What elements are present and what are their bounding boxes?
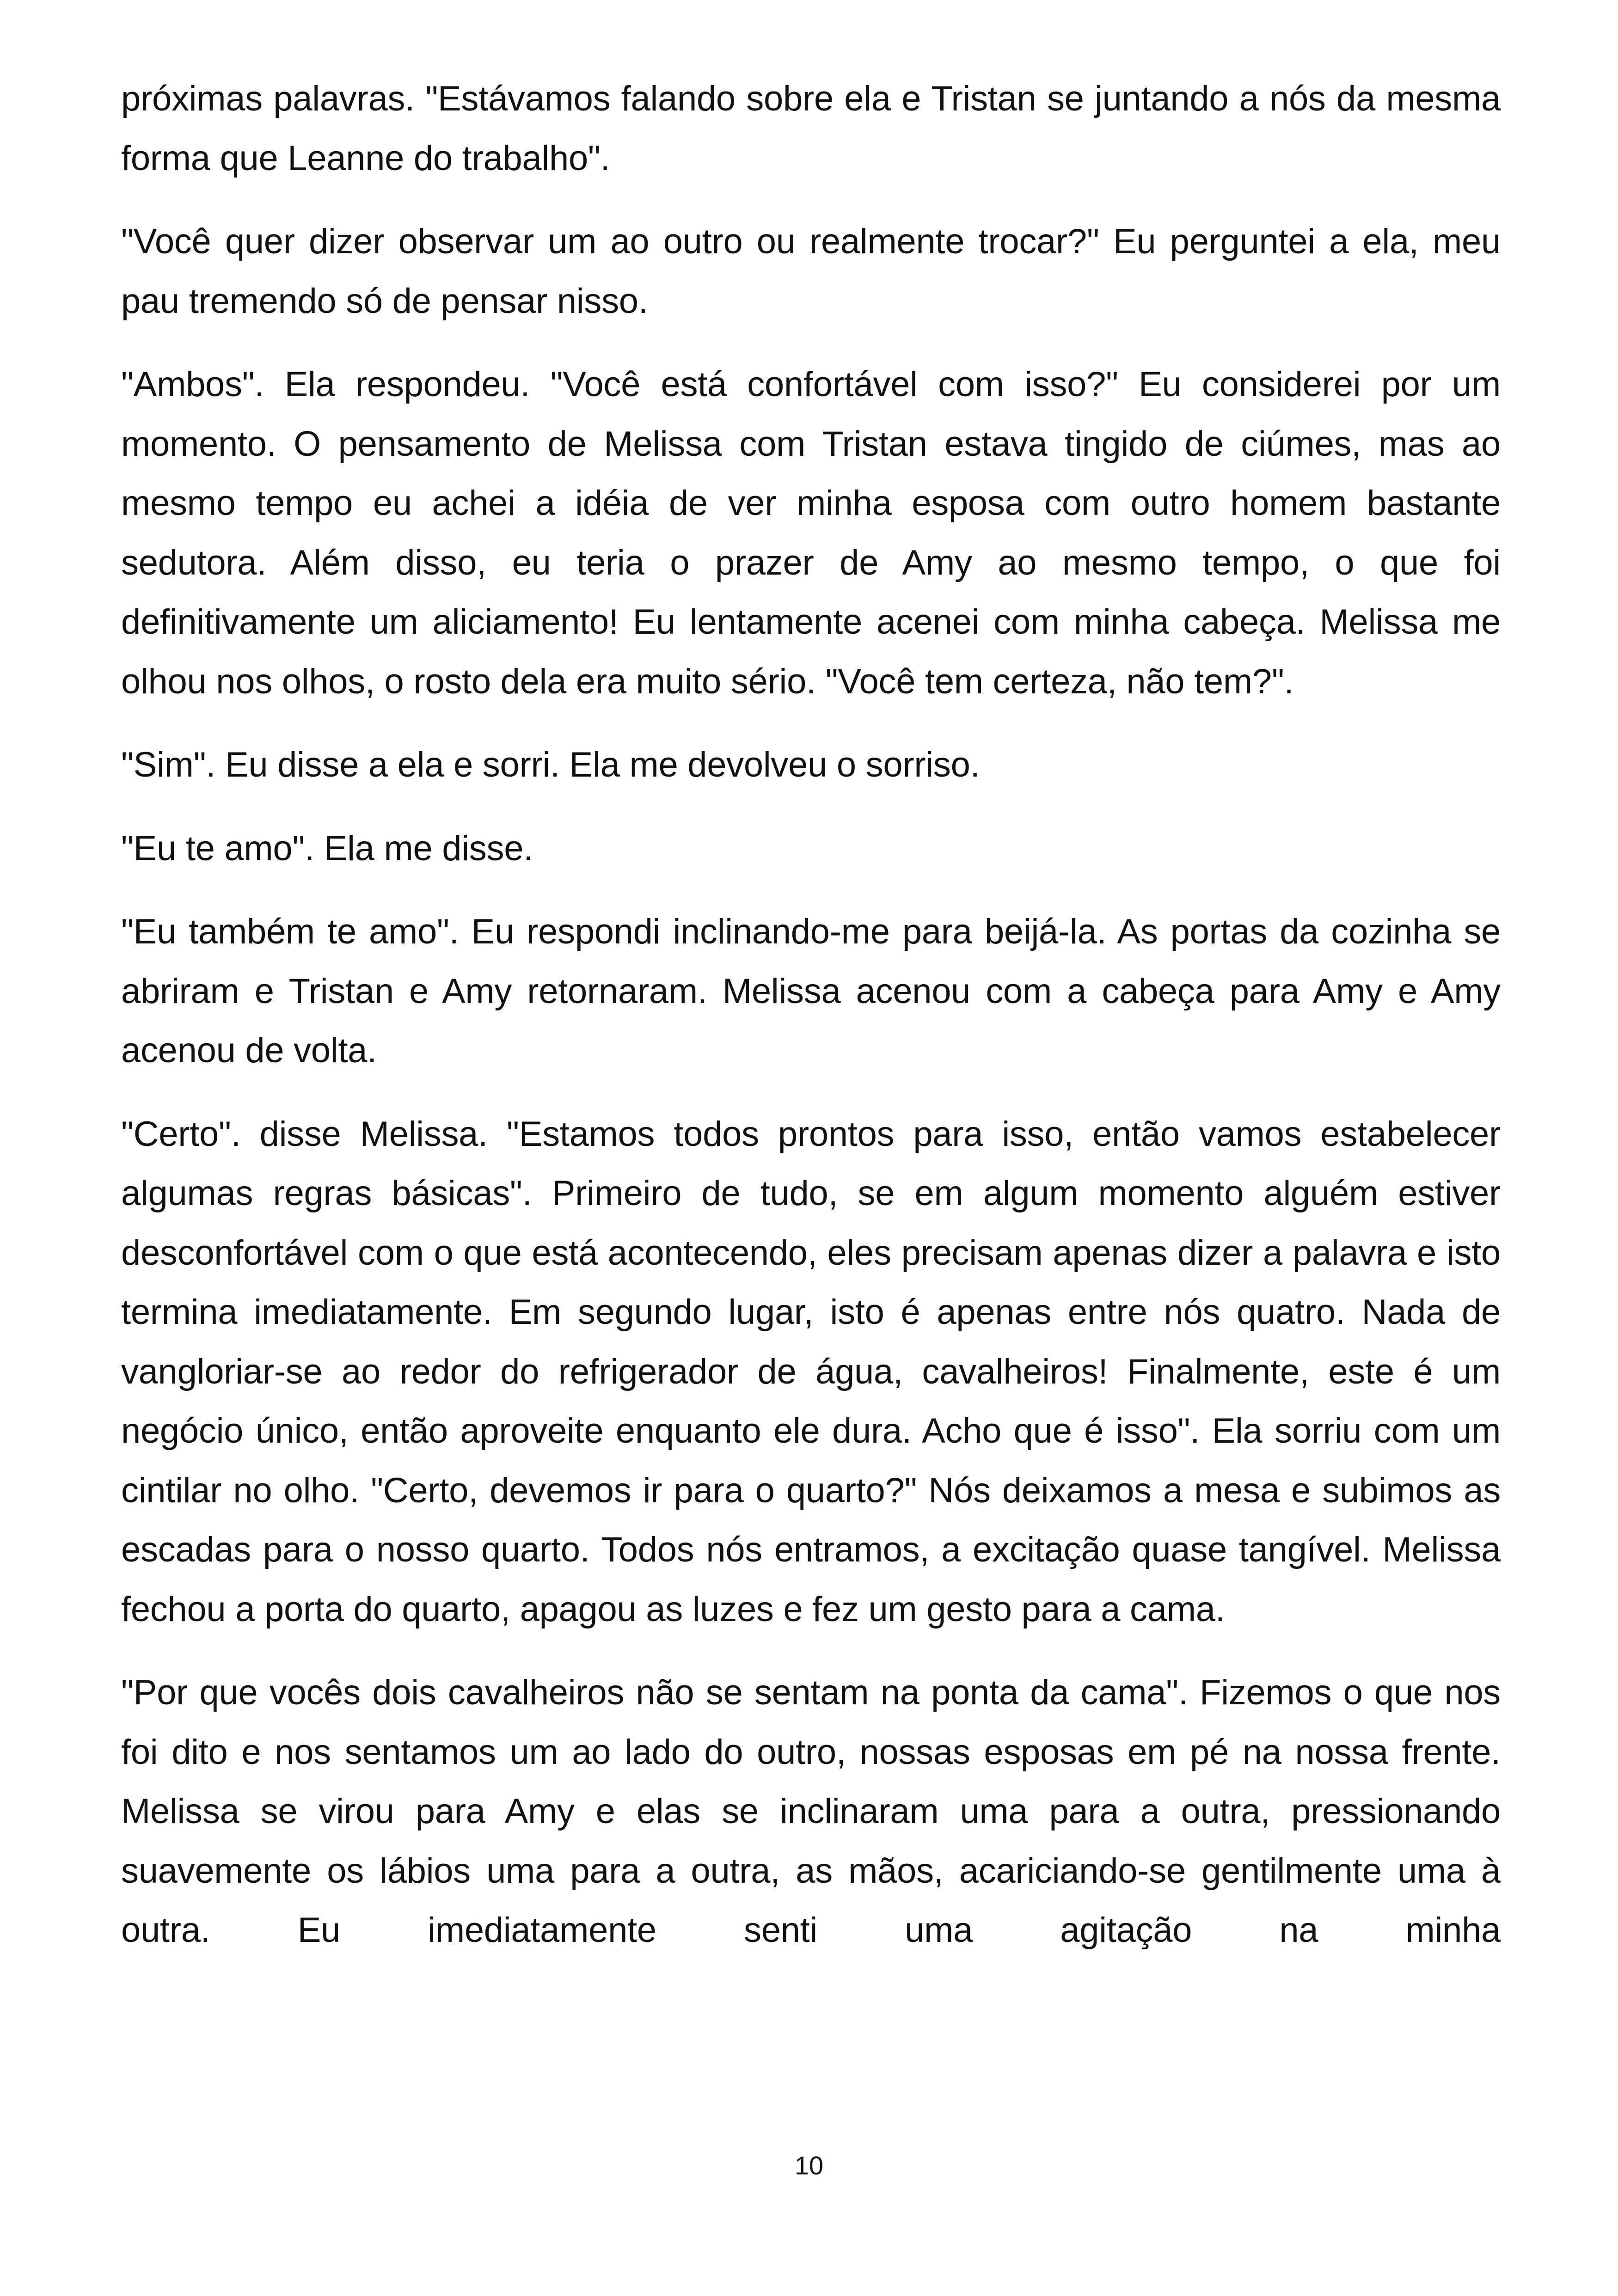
- paragraph: "Por que vocês dois cavalheiros não se sentam na ponta da cama". Fizemos o que nos foi dito e nos sentamos um ao lado do outro, nossas esposas em pé na nossa frente. Melissa se virou para Amy e elas se inclinaram uma para a outra, pressionando suavemente os lábios uma para a outra, as mãos, acariciando-se gentilmente uma à outra. Eu imediatamente senti uma agitação na minha: [121, 1673, 1501, 1950]
- paragraph: próximas palavras. "Estávamos falando sobre ela e Tristan se juntando a nós da mesma forma que Leanne do trabalho".: [121, 79, 1501, 178]
- paragraph: "Você quer dizer observar um ao outro ou realmente trocar?" Eu perguntei a ela, meu pau tremendo só de pensar nisso.: [121, 222, 1501, 321]
- paragraph: "Eu também te amo". Eu respondi inclinando-me para beijá-la. As portas da cozinha se abriram e Tristan e Amy retornaram. Melissa acenou com a cabeça para Amy e Amy acenou de volta.: [121, 912, 1501, 1070]
- paragraph: "Ambos". Ela respondeu. "Você está confortável com isso?" Eu considerei por um momento. O pensamento de Melissa com Tristan estava tingido de ciúmes, mas ao mesmo tempo eu achei a idéia de ver minha esposa com outro homem bastante sedutora. Além disso, eu teria o prazer de Amy ao mesmo tempo, o que foi definitivamente um aliciamento! Eu lentamente acenei com minha cabeça. Melissa me olhou nos olhos, o rosto dela era muito sério. "Você tem certeza, não tem?".: [121, 365, 1501, 701]
- page-body: [121, 69, 1501, 1960]
- paragraph: "Sim". Eu disse a ela e sorri. Ela me devolveu o sorriso.: [121, 745, 980, 784]
- page-number: 10: [794, 2151, 824, 2180]
- paragraph: "Eu te amo". Ela me disse.: [121, 828, 533, 868]
- paragraph: "Certo". disse Melissa. "Estamos todos prontos para isso, então vamos estabelecer algumas regras básicas". Primeiro de tudo, se em algum momento alguém estiver desconfortável com o que está acontecendo, eles precisam apenas dizer a palavra e isto termina imediatamente. Em segundo lugar, isto é apenas entre nós quatro. Nada de vangloriar-se ao redor do refrigerador de água, cavalheiros! Finalmente, este é um negócio único, então aproveite enquanto ele dura. Acho que é isso". Ela sorriu com um cintilar no olho. "Certo, devemos ir para o quarto?" Nós deixamos a mesa e subimos as escadas para o nosso quarto. Todos nós entramos, a excitação quase tangível. Melissa fechou a porta do quarto, apagou as luzes e fez um gesto para a cama.: [121, 1114, 1501, 1629]
